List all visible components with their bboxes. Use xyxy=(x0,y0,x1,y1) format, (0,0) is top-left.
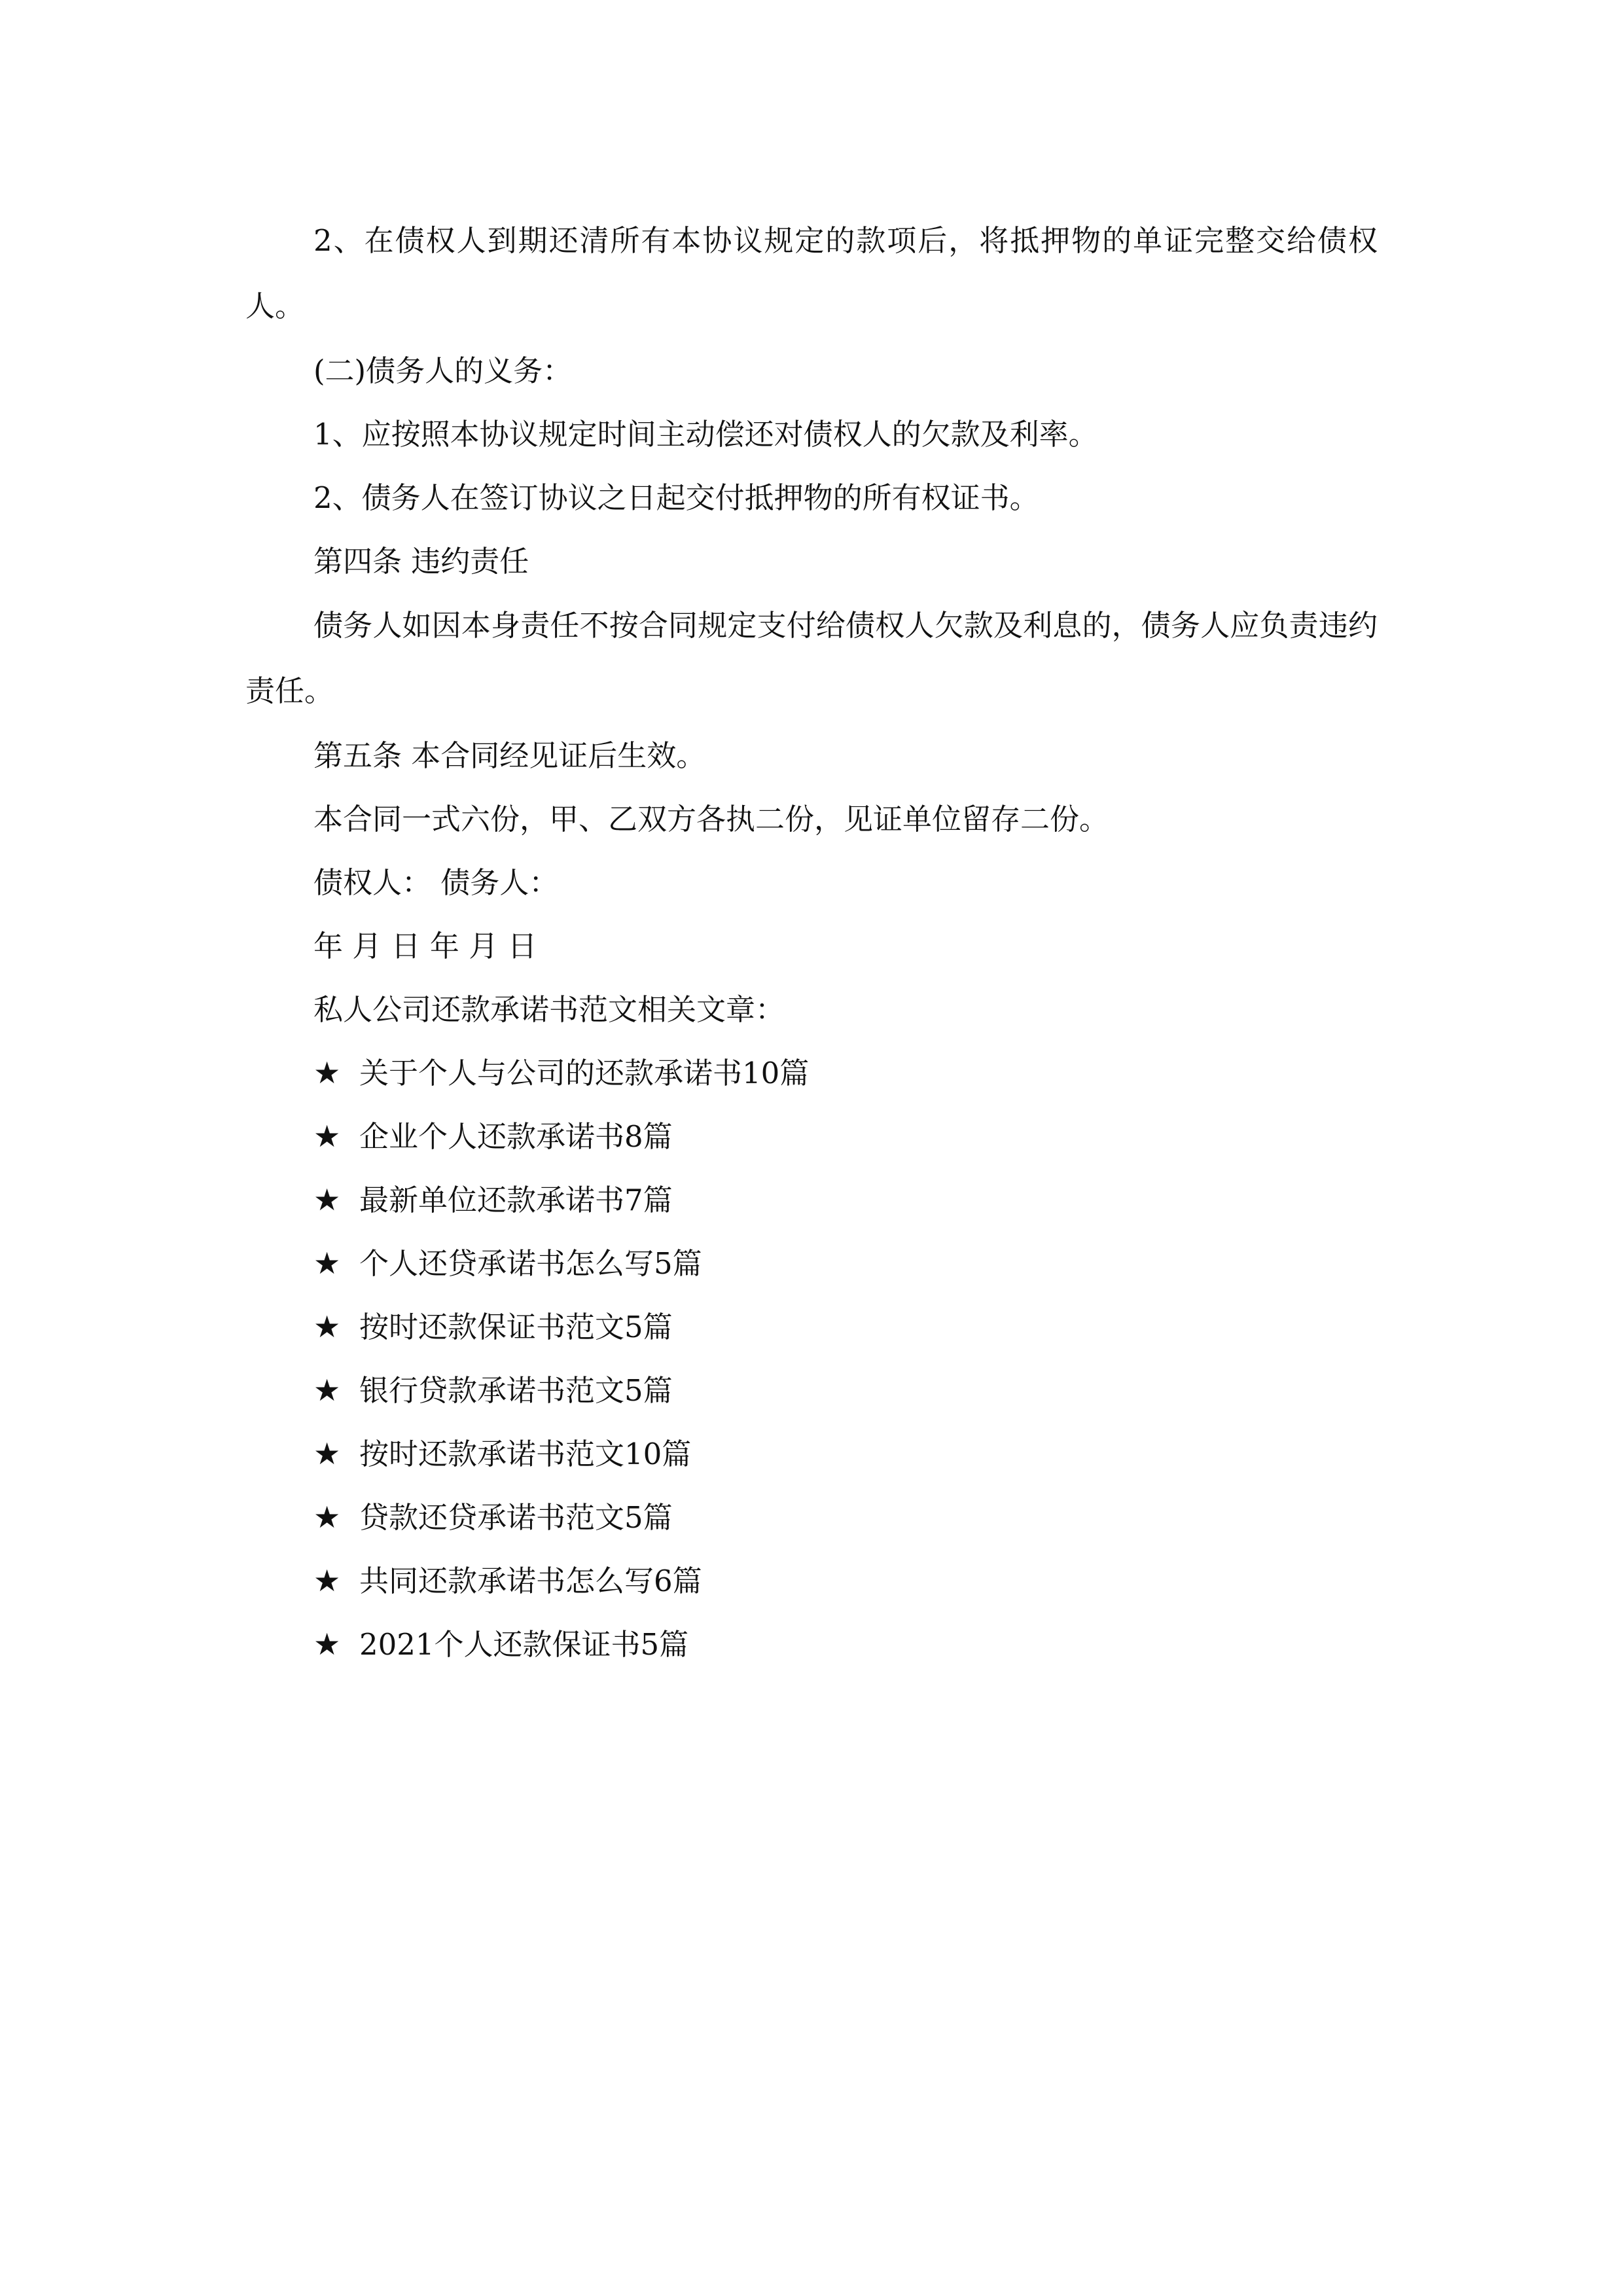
section-debtor-obligations-heading: (二)债务人的义务： xyxy=(313,353,573,388)
related-article-item[interactable] xyxy=(245,1041,1378,1105)
related-article-item[interactable] xyxy=(245,1359,1378,1422)
related-article-item[interactable] xyxy=(245,1486,1378,1549)
related-article-title: 个人还贷承诺书怎么写5篇 xyxy=(359,1246,702,1281)
related-article-item[interactable] xyxy=(245,1613,1378,1676)
related-article-item[interactable] xyxy=(245,1232,1378,1295)
related-article-item[interactable] xyxy=(245,1549,1378,1613)
related-article-title: 关于个人与公司的还款承诺书10篇 xyxy=(359,1056,810,1090)
related-article-title: 共同还款承诺书怎么写6篇 xyxy=(359,1564,702,1598)
star-icon: ★ xyxy=(313,1372,341,1408)
star-icon: ★ xyxy=(313,1626,341,1662)
clause-breach-liability: 债务人如因本身责任不按合同规定支付给债权人欠款及利息的，债务人应负责违约责任。 xyxy=(245,608,1378,708)
clause-copies: 本合同一式六份，甲、乙双方各执二份，见证单位留存二份。 xyxy=(313,802,1109,836)
star-icon: ★ xyxy=(313,1436,341,1471)
document-body xyxy=(245,208,1378,1676)
star-icon: ★ xyxy=(313,1563,341,1598)
clause-debtor-deliver-certificate: 2、债务人在签订协议之日起交付抵押物的所有权证书。 xyxy=(313,480,1039,515)
related-articles-heading: 私人公司还款承诺书范文相关文章： xyxy=(313,992,785,1027)
related-article-title: 贷款还贷承诺书范文5篇 xyxy=(359,1500,673,1535)
signature-parties: 债权人： 债务人： xyxy=(313,865,559,900)
related-article-title: 按时还款保证书范文5篇 xyxy=(359,1310,673,1344)
related-article-title: 最新单位还款承诺书7篇 xyxy=(359,1183,673,1217)
star-icon: ★ xyxy=(313,1246,341,1281)
related-article-item[interactable] xyxy=(245,1105,1378,1168)
star-icon: ★ xyxy=(313,1499,341,1535)
related-article-item[interactable] xyxy=(245,1168,1378,1232)
related-articles-list xyxy=(245,1041,1378,1676)
related-article-title: 2021个人还款保证书5篇 xyxy=(359,1627,689,1662)
signature-dates: 年 月 日 年 月 日 xyxy=(313,929,537,963)
related-article-title: 银行贷款承诺书范文5篇 xyxy=(359,1373,673,1408)
related-article-title: 企业个人还款承诺书8篇 xyxy=(359,1119,673,1154)
article-four-heading: 第四条 违约责任 xyxy=(313,544,529,579)
star-icon: ★ xyxy=(313,1309,341,1344)
related-article-item[interactable] xyxy=(245,1295,1378,1359)
clause-creditor-return-documents: 2、在债权人到期还清所有本协议规定的款项后，将抵押物的单证完整交给债权人。 xyxy=(245,223,1378,323)
star-icon: ★ xyxy=(313,1182,341,1217)
article-five-heading: 第五条 本合同经见证后生效。 xyxy=(313,738,706,773)
star-icon: ★ xyxy=(313,1055,341,1090)
related-article-title: 按时还款承诺书范文10篇 xyxy=(359,1437,692,1471)
clause-debtor-repay: 1、应按照本协议规定时间主动偿还对债权人的欠款及利率。 xyxy=(313,417,1098,452)
related-article-item[interactable] xyxy=(245,1422,1378,1486)
star-icon: ★ xyxy=(313,1119,341,1154)
